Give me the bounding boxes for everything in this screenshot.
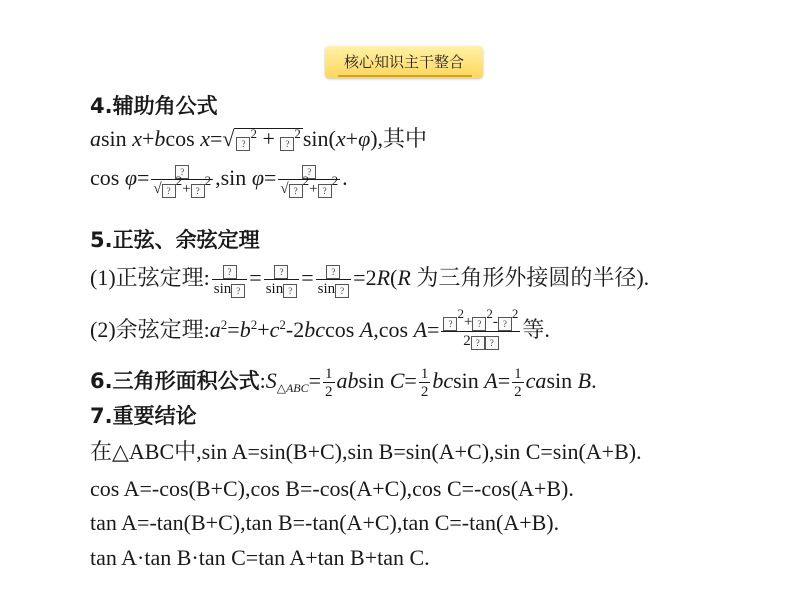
section-7-title: 7.重要结论 [90,404,197,428]
sine-law: (1)正弦定理: $\frac{?}{\sin ?}$ = $\frac{?}{\sin ?}$ = $\frac{?}{\sin ?}$ =2R(R 为三角形外接圆的半径). [90,265,650,297]
conclusion-line-3: tan A=-tan(B+C),tan B=-tan(A+C),tan C=-tan(A+B). [90,510,560,535]
cos-sin-phi-formula: cos φ= $\frac{?}{√ ?^2+ ?^2}$ ,sin φ= $\frac{?}{√ ?^2+ ?^2}$ . [90,165,348,197]
aux-angle-formula: asin x+bcos x=√ ?$^2$ + ?$^2$sin(x+φ),其中 [90,126,428,151]
badge-underline [338,75,472,77]
section-5-title: 5.正弦、余弦定理 [90,228,260,252]
section-4-title: 4.辅助角公式 [90,94,218,118]
conclusion-line-4: tan A·tan B·tan C=tan A+tan B+tan C. [90,545,430,570]
cosine-law: (2)余弦定理$:a^2=b^2+c^2-2bccos$ A,cos A= $\frac{?^2+ ?^2- ?^2}{2 ? ?}$ 等. [90,306,550,349]
conclusion-line-1: 在△ABC中,sin A=sin(B+C),sin B=sin(A+C),sin C=sin(A+B). [90,439,642,464]
area-formula: 6.三角形面积公式$:S_{\triangle ABC}=$ $\frac{1}{2}$ absin C= $\frac{1}{2}$ bcsin A= $\frac{1}{2}$ casin B. [90,366,597,400]
conclusion-line-2: cos A=-cos(B+C),cos B=-cos(A+C),cos C=-cos(A+B). [90,476,574,501]
section-badge: 核心知识主干整合 [325,46,483,78]
